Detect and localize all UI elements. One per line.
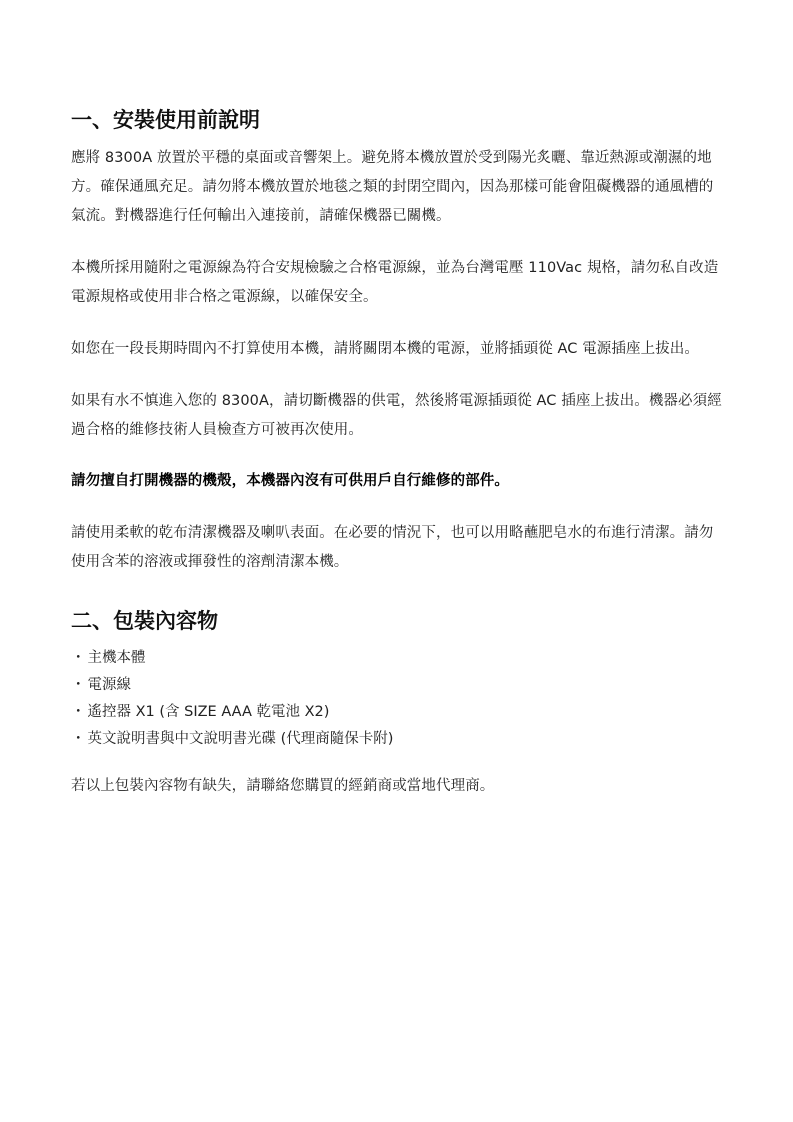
list-item: [71, 699, 723, 726]
bullet-icon: ・: [71, 704, 86, 720]
paragraph-placement: 應將 8300A 放置於平穩的桌面或音響架上。避免將本機放置於受到陽光炙曬、靠近熱源或潮濕的地方。確保通風充足。請勿將本機放置於地毯之類的封閉空間內，因為那樣可能會阻礙機器的通風槽的氣流。對機器進行任何輸出入連接前，請確保機器已關機。: [71, 150, 714, 224]
section-heading-installation: 一、安裝使用前說明: [71, 108, 260, 132]
section-heading-package-contents: 二、包裝內容物: [71, 609, 218, 633]
paragraph-power-cord: 本機所採用隨附之電源線為符合安規檢驗之合格電源線，並為台灣電壓 110Vac 規格，請勿私自改造電源規格或使用非合格之電源線，以確保安全。: [71, 260, 719, 305]
list-item-label: 遙控器 X1 (含 SIZE AAA 乾電池 X2): [87, 704, 330, 720]
list-item: [71, 672, 723, 699]
list-item-label: 主機本體: [87, 650, 146, 666]
bullet-icon: ・: [71, 650, 86, 666]
paragraph-long-term-unused: 如您在一段長期時間內不打算使用本機，請將關閉本機的電源，並將插頭從 AC 電源插座上拔出。: [71, 341, 700, 357]
list-item: [71, 645, 723, 672]
bullet-icon: ・: [71, 731, 86, 747]
list-item-label: 電源線: [87, 677, 131, 693]
paragraph-cleaning: 請使用柔軟的乾布清潔機器及喇叭表面。在必要的情況下，也可以用略蘸肥皂水的布進行清潔。請勿使用含苯的溶液或揮發性的溶劑清潔本機。: [71, 525, 714, 570]
bullet-icon: ・: [71, 677, 86, 693]
package-contents-list: [71, 645, 723, 753]
document-page: [71, 102, 723, 801]
paragraph-missing-contents: 若以上包裝內容物有缺失，請聯絡您購買的經銷商或當地代理商。: [71, 778, 495, 794]
list-item: [71, 726, 723, 753]
list-item-label: 英文說明書與中文說明書光碟 (代理商隨保卡附): [87, 731, 394, 747]
warning-text: 請勿擅自打開機器的機殼，本機器內沒有可供用戶自行維修的部件。: [71, 473, 509, 489]
paragraph-water-damage: 如果有水不慎進入您的 8300A，請切斷機器的供電，然後將電源插頭從 AC 插座上拔出。機器必須經過合格的維修技術人員檢查方可被再次使用。: [71, 393, 722, 438]
